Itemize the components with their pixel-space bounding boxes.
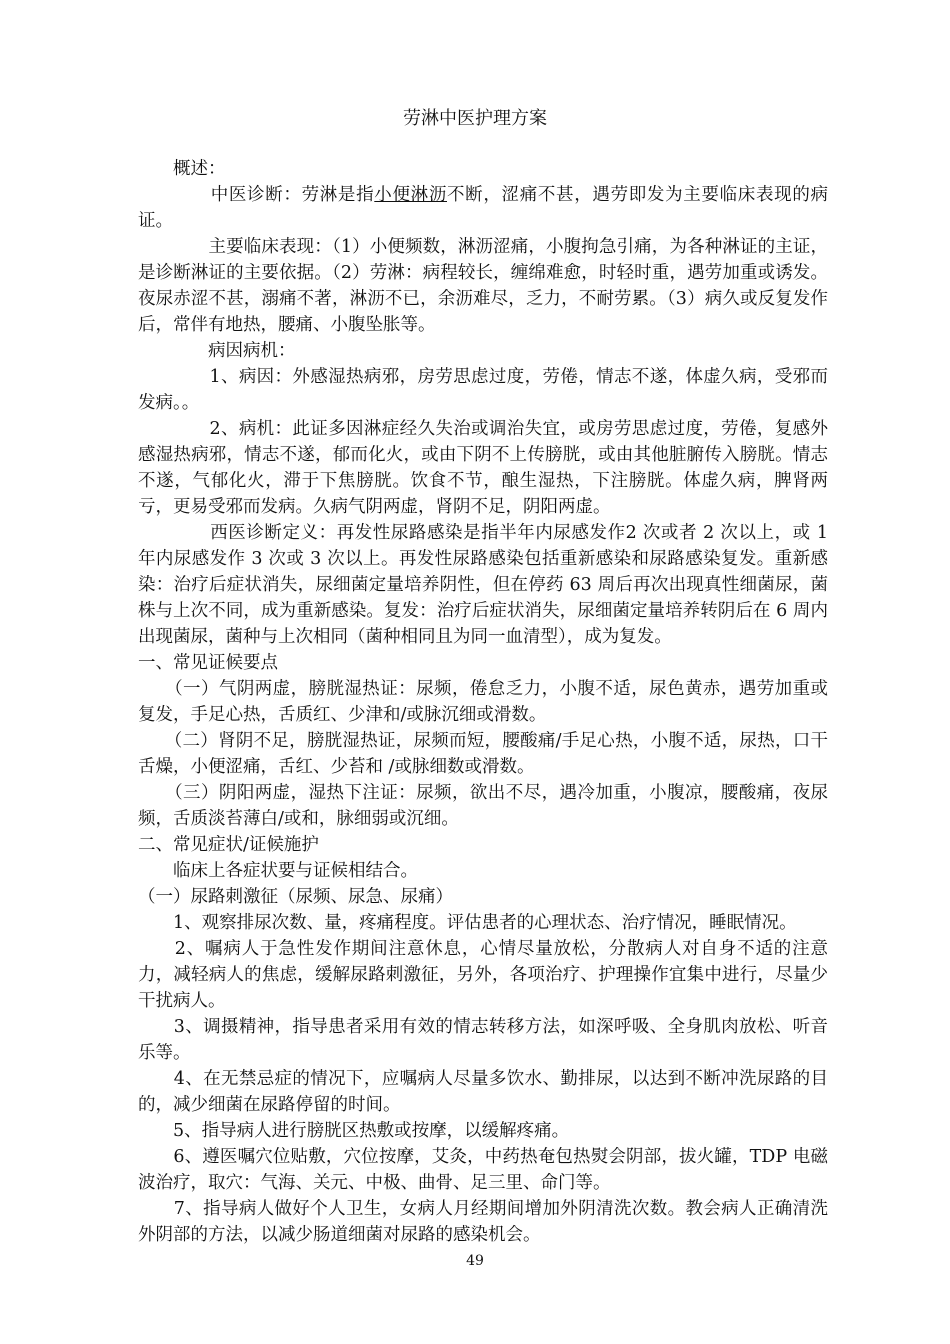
syndrome-item-1: （一）气阴两虚，膀胱湿热证：尿频，倦怠乏力，小腹不适，尿色黄赤，遇劳加重或复发，手足心热，舌质红、少津和/或脉沉细或滑数。 xyxy=(138,679,828,725)
document-title: 劳淋中医护理方案 xyxy=(403,108,547,129)
tcm-diagnosis-paragraph xyxy=(138,182,828,234)
nursing-item-7: 7、指导病人做好个人卫生，女病人月经期间增加外阴清洗次数。教会病人正确清洗外阴部的方法，以减少肠道细菌对尿路的感染机会。 xyxy=(138,1199,828,1245)
tcm-diagnosis-text-post: 不断，涩痛不甚，遇劳即发为主要临床表现的病证。 xyxy=(138,185,829,231)
section-heading-syndromes: 一、常见证候要点 xyxy=(138,653,278,673)
section-heading-nursing: 二、常见症状/证候施护 xyxy=(138,835,319,855)
nursing-item-4: 4、在无禁忌症的情况下，应嘱病人尽量多饮水、勤排尿，以达到不断冲洗尿路的目的，减少细菌在尿路停留的时间。 xyxy=(138,1069,828,1115)
tcm-diagnosis-underlined-term: 小便淋沥 xyxy=(374,185,447,205)
western-diagnosis-paragraph: 西医诊断定义：再发性尿路感染是指半年内尿感发作2 次或者 2 次以上，或 1 年内尿感发作 3 次或 3 次以上。再发性尿路感染包括重新感染和尿路感染复发。重新感染：治疗后症状消失，尿细菌定量培养阴性，但在停药 63 周后再次出现真性细菌尿，菌株与上次不同，成为重新感染。复发：治疗后症状消失，尿细菌定量培养转阴后在 6 周内出现菌尿，菌种与上次相同（菌种相同且为同一血清型），成为复发。 xyxy=(138,523,834,647)
tcm-diagnosis-text-pre: 中医诊断：劳淋是指 xyxy=(138,185,375,205)
page-number: 49 xyxy=(466,1253,484,1269)
syndrome-item-3: （三）阴阳两虚，湿热下注证：尿频，欲出不尽，遇冷加重，小腹凉，腰酸痛，夜尿频，舌质淡苔薄白/或和，脉细弱或沉细。 xyxy=(138,783,828,829)
clinical-manifestation-paragraph: 主要临床表现：（1）小便频数，淋沥涩痛，小腹拘急引痛，为各种淋证的主证，是诊断淋证的主要依据。（2）劳淋：病程较长，缠绵难愈，时轻时重，遇劳加重或诱发。夜尿赤涩不甚，溺痛不著，淋沥不已，余沥难尽，乏力，不耐劳累。（3）病久或反复发作后，常伴有地热，腰痛、小腹坠胀等。 xyxy=(138,237,828,335)
nursing-item-6: 6、遵医嘱穴位贴敷，穴位按摩，艾灸，中药热奄包热熨会阴部，拔火罐，TDP 电磁波治疗，取穴：气海、关元、中极、曲骨、足三里、命门等。 xyxy=(138,1147,828,1193)
nursing-intro: 临床上各症状要与证候相结合。 xyxy=(138,861,418,881)
nursing-item-1: 1、观察排尿次数、量，疼痛程度。评估患者的心理状态、治疗情况，睡眠情况。 xyxy=(138,913,797,933)
subsection-heading-urinary-irritation: （一）尿路刺激征（尿频、尿急、尿痛） xyxy=(138,887,453,907)
nursing-item-5: 5、指导病人进行膀胱区热敷或按摩，以缓解疼痛。 xyxy=(138,1121,570,1141)
cause-paragraph: 1、病因：外感湿热病邪，房劳思虑过度，劳倦，情志不遂，体虚久病，受邪而发病。。 xyxy=(138,367,828,413)
mechanism-paragraph: 2、病机：此证多因淋症经久失治或调治失宜，或房劳思虑过度，劳倦，复感外感湿热病邪，情志不遂，郁而化火，或由下阴不上传膀胱，或由其他脏腑传入膀胱。情志不遂，气郁化火，滞于下焦膀胱。饮食不节，酿生湿热，下注膀胱。体虚久病，脾肾两亏，更易受邪而发病。久病气阴两虚，肾阴不足，阴阳两虚。 xyxy=(138,419,828,517)
nursing-item-2: 2、嘱病人于急性发作期间注意休息，心情尽量放松，分散病人对自身不适的注意力，减轻病人的焦虑，缓解尿路刺激征，另外，各项治疗、护理操作宜集中进行，尽量少干扰病人。 xyxy=(138,939,828,1011)
document-body xyxy=(138,156,834,1248)
nursing-item-3: 3、调摄精神，指导患者采用有效的情志转移方法，如深呼吸、全身肌肉放松、听音乐等。 xyxy=(138,1017,828,1063)
etiology-heading: 病因病机： xyxy=(138,341,296,361)
overview-heading: 概述： xyxy=(138,159,226,179)
syndrome-item-2: （二）肾阴不足，膀胱湿热证，尿频而短，腰酸痛/手足心热，小腹不适，尿热，口干舌燥，小便涩痛，舌红、少苔和 /或脉细数或滑数。 xyxy=(138,731,828,777)
